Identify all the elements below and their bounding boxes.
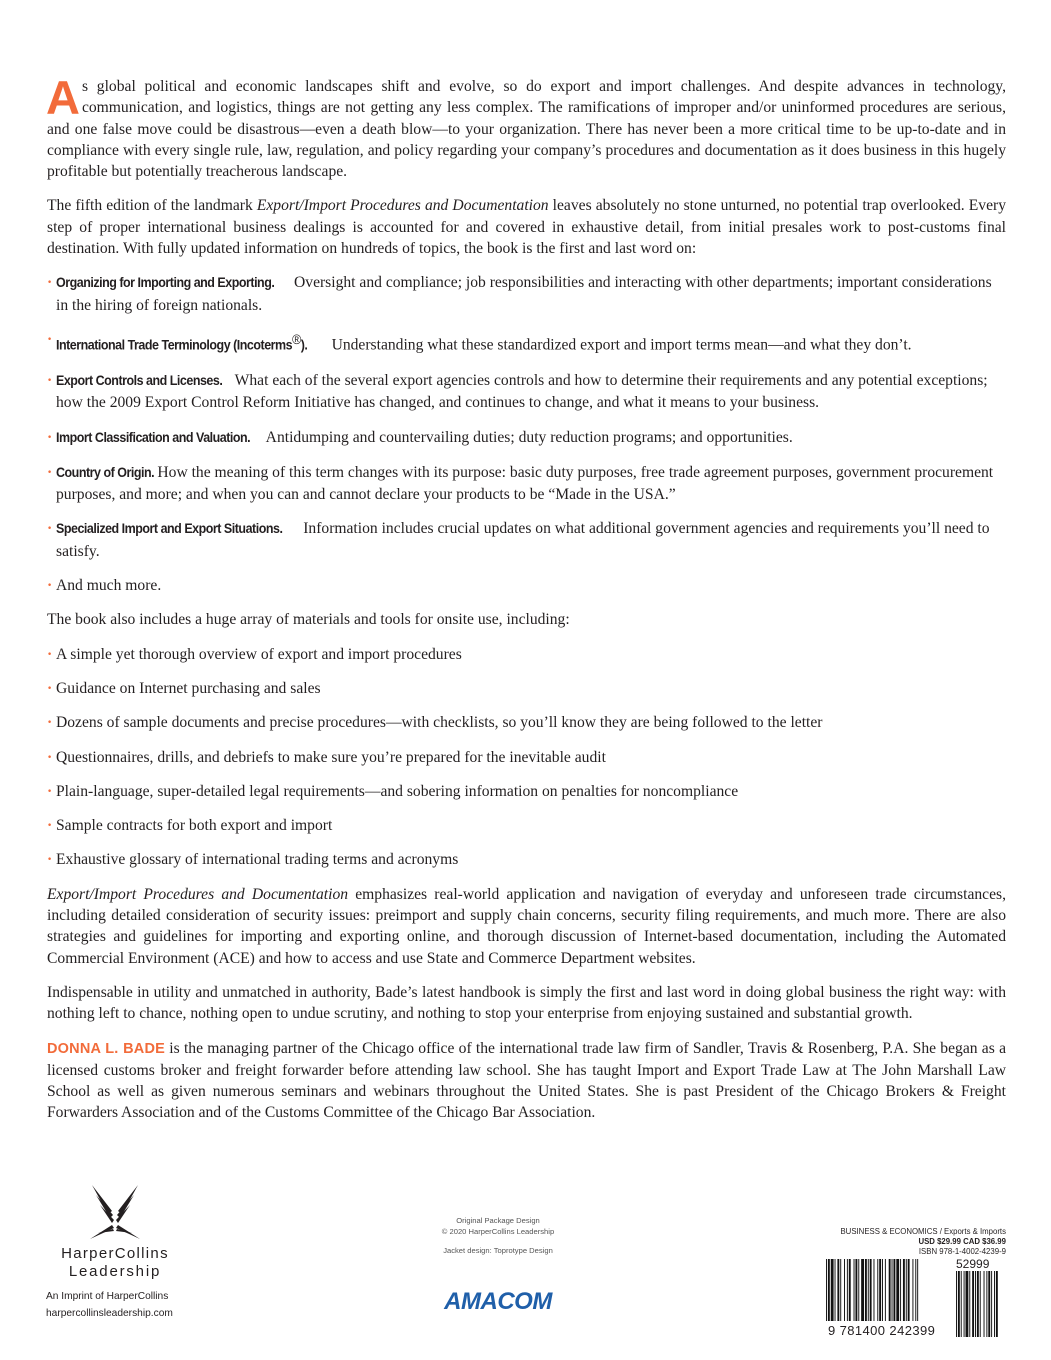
tools-list <box>47 644 1006 871</box>
topic-heading: Specialized Import and Export Situations. <box>56 521 283 538</box>
summary-paragraph: Indispensable in utility and unmatched in authority, Bade’s latest handbook is simply the first and last word in doing global business the right way: with nothing left to chance, nothing open to undue scrutiny, and nothing to stop your enterprise from enjoying sustained and substantial growth. <box>47 983 1006 1023</box>
tool-text: Guidance on Internet purchasing and sales <box>56 679 321 697</box>
list-item <box>47 370 1006 414</box>
bullet-icon: · <box>47 714 53 732</box>
edition-text-post: leaves absolutely no stone unturned, no potential trap overlooked. Every step of proper international business dealings is accounted for and covered in exhaustive detail, from initial presales work to post-customs final destination. With fully updated information on hundreds of topics, the book is the first and last word on: <box>47 197 1007 258</box>
bullet-icon: · <box>47 645 53 663</box>
publisher-website: harpercollinsleadership.com <box>46 1308 173 1319</box>
bullet-icon: · <box>47 372 53 389</box>
bullet-icon: · <box>47 817 53 835</box>
bullet-icon: · <box>47 782 53 800</box>
back-cover-copy <box>46 71 1007 1137</box>
barcode-bar <box>917 1259 918 1321</box>
topic-heading: Organizing for Importing and Exporting. <box>56 275 275 292</box>
imprint-info <box>46 1288 173 1322</box>
topics-list <box>47 272 1006 596</box>
category: BUSINESS & ECONOMICS / Exports & Imports <box>840 1227 1006 1236</box>
copyright: © 2020 HarperCollins Leadership <box>441 1227 555 1236</box>
bullet-icon: · <box>47 748 53 766</box>
author-bio-text: is the managing partner of the Chicago office of the international trade law firm of Sandler, Travis & Rosenberg, P.A. She began as a licensed customs broker and freight forwarder before attending law school. She has taught Import and Export Trade Law at The John Marshall Law School as well as given numerous seminars and webinars throughout the United States. She is past President of the Chicago Brokers & Freight Forwarders Association and of the Customs Committee of the Chicago Bar Association. <box>47 1039 1006 1122</box>
list-item <box>47 427 1006 449</box>
bullet-icon: · <box>47 274 53 292</box>
barcode-bar <box>961 1271 962 1337</box>
barcode-bar <box>984 1271 985 1337</box>
barcode-bar <box>908 1259 910 1321</box>
barcode-bar <box>831 1259 834 1321</box>
barcode-bar <box>903 1259 905 1321</box>
bullet-icon: · <box>47 679 53 697</box>
bullet-icon: · <box>47 520 53 538</box>
list-item <box>47 849 1006 870</box>
author-name: DONNA L. BADE <box>47 1040 166 1057</box>
tool-text: A simple yet thorough overview of export and import procedures <box>56 645 462 663</box>
tool-text: Exhaustive glossary of international trading terms and acronyms <box>56 851 459 869</box>
barcode-bar <box>844 1259 845 1321</box>
barcode-bar <box>858 1259 859 1321</box>
barcode-bar <box>915 1259 916 1321</box>
barcode-addon-digits: 52999 <box>956 1257 990 1271</box>
barcode-bar <box>988 1271 990 1337</box>
barcode-bar <box>849 1259 851 1321</box>
barcode-bar <box>854 1259 855 1321</box>
list-item <box>47 272 1006 316</box>
tool-text: Questionnaires, drills, and debriefs to make sure you’re prepared for the inevitable audit <box>56 748 606 766</box>
tool-text: Plain-language, super-detailed legal requirements—and sobering information on penalties for noncompliance <box>56 782 739 800</box>
barcode-bar <box>889 1259 891 1321</box>
barcode-bar <box>996 1271 998 1337</box>
edition-text-pre: The fifth edition of the landmark <box>47 197 257 215</box>
design-credits <box>428 1215 568 1256</box>
barcode-bar <box>840 1259 841 1321</box>
barcode-bar <box>977 1271 979 1337</box>
topic-heading <box>56 329 307 357</box>
author-bio <box>47 1038 1006 1124</box>
barcode-bar <box>893 1259 895 1321</box>
barcode-bar <box>980 1271 981 1337</box>
barcode-bar <box>826 1259 827 1321</box>
wings-logo-icon <box>88 1183 142 1241</box>
jacket-design: Jacket design: Toprotype Design <box>443 1246 553 1255</box>
topic-heading-end: ). <box>300 337 308 354</box>
tool-text: Dozens of sample documents and precise procedures—with checklists, so you’ll know they are being followed to the letter <box>56 714 823 732</box>
list-item <box>47 329 1006 357</box>
topic-heading: Import Classification and Valuation. <box>56 429 251 446</box>
topic-text: What each of the several export agencies controls and how to determine their requirements and any potential exceptions; how the 2009 Export Control Reform Initiative has changed, and continues to change, and what it means to your business. <box>56 372 988 412</box>
barcode-bar <box>964 1271 965 1337</box>
list-item <box>47 712 1006 733</box>
tool-text: Sample contracts for both export and import <box>56 817 333 835</box>
barcode-bar <box>877 1259 878 1321</box>
price: USD $29.99 CAD $36.99 <box>918 1237 1006 1246</box>
barcode-bar <box>958 1271 960 1337</box>
barcode-bar <box>906 1259 907 1321</box>
registered-mark: ® <box>292 330 301 347</box>
barcode-bar <box>956 1271 957 1337</box>
barcode-bar <box>966 1271 969 1337</box>
topic-text: Antidumping and countervailing duties; duty reduction programs; and opportunities. <box>262 428 793 446</box>
topic-heading: Export Controls and Licenses. <box>56 373 223 389</box>
topic-text: Understanding what these standardized export and import terms mean—and what they don’t. <box>327 336 912 354</box>
list-item <box>47 575 1006 596</box>
package-design: Original Package Design <box>456 1216 540 1225</box>
isbn: ISBN 978-1-4002-4239-9 <box>918 1247 1006 1256</box>
publisher-division: Leadership <box>68 1263 162 1280</box>
amacom-logo: AMACOM <box>444 1288 552 1315</box>
barcode-bar <box>991 1271 992 1337</box>
barcode-bar <box>868 1259 869 1321</box>
barcode-bar <box>837 1259 839 1321</box>
application-paragraph <box>47 884 1006 969</box>
book-title: Export/Import Procedures and Documentation <box>47 885 349 903</box>
list-item <box>47 518 1006 562</box>
barcode-bar <box>879 1259 881 1321</box>
intro-text: s global political and economic landscapes shift and evolve, so do export and import challenges. And despite advances in technology, communication, and logistics, things are not getting any less complex. The ramifications of improper and/or uninformed procedures are serious, and one false move could be disastrous—even a death blow—to your organization. There has never been a more critical time to be up-to-date and in compliance with every single rule, law, regulation, and policy regarding your company’s procedures and documentation as it does business in this hugely profitable but potentially treacherous landscape. <box>47 78 1006 181</box>
barcode-bar <box>969 1271 970 1337</box>
drop-cap: A <box>46 71 80 124</box>
bullet-icon: · <box>47 463 53 481</box>
barcode-bar <box>892 1259 893 1321</box>
bullet-icon: · <box>47 577 53 595</box>
list-item <box>47 462 1006 506</box>
barcode-bar <box>900 1259 901 1321</box>
barcode-bar <box>885 1259 886 1321</box>
barcode-bar <box>870 1259 872 1321</box>
list-item <box>47 644 1006 665</box>
tools-intro: The book also includes a huge array of materials and tools for onsite use, including: <box>47 611 570 629</box>
list-item <box>47 678 1006 699</box>
barcode-bar <box>986 1271 987 1337</box>
bullet-icon: · <box>47 428 53 446</box>
bullet-icon: · <box>47 851 53 869</box>
book-title: Export/Import Procedures and Documentation <box>256 197 549 215</box>
publisher-name: HarperCollins <box>61 1245 169 1262</box>
topic-heading-text: International Trade Terminology (Incoterms <box>56 337 293 354</box>
edition-paragraph <box>47 195 1006 259</box>
topic-text: How the meaning of this term changes with its purpose: basic duty purposes, free trade agreement purposes, government procurement purposes, and more; and when you can and cannot declare your products to be “Made in the USA.” <box>56 463 994 504</box>
topic-text: And much more. <box>56 577 162 595</box>
imprint-line: An Imprint of HarperCollins <box>46 1291 169 1302</box>
bullet-icon: · <box>47 330 53 348</box>
list-item <box>47 781 1006 802</box>
barcode-bar <box>882 1259 883 1321</box>
list-item <box>47 747 1006 768</box>
topic-text: Information includes crucial updates on what additional government agencies and requirements you’ll need to satisfy. <box>56 520 990 560</box>
list-item <box>47 815 1006 836</box>
application-text: emphasizes real-world application and navigation of everyday and unforeseen trade circumstances, including detailed consideration of security issues: preimport and supply chain concerns, security filing requirements, and much more. There are also strategies and guidelines for importing and exporting online, and thorough discussion of Internet-based documentation, including the Automated Commercial Environment (ACE) and how to access and use State and Commerce Department websites. <box>47 885 1006 967</box>
barcode-bar <box>861 1259 864 1321</box>
barcode-bar <box>865 1259 867 1321</box>
barcode-bar <box>994 1271 995 1337</box>
barcode-bar <box>874 1259 875 1321</box>
publisher-logo <box>40 1183 190 1280</box>
barcode-bar <box>835 1259 836 1321</box>
price-box <box>820 1227 1006 1257</box>
barcode-bar <box>855 1259 857 1321</box>
barcode-bar <box>847 1259 848 1321</box>
barcode-bar <box>972 1271 974 1337</box>
barcode-bar <box>975 1271 976 1337</box>
barcode-bar <box>828 1259 830 1321</box>
barcode-bar <box>896 1259 899 1321</box>
barcode-digits: 9 781400 242399 <box>828 1323 936 1338</box>
topic-heading: Country of Origin. <box>56 464 155 481</box>
topic-text: Oversight and compliance; job responsibilities and interacting with other departments; important considerations in the hiring of foreign nationals. <box>56 274 992 314</box>
intro-paragraph <box>46 71 1006 182</box>
barcode-bar <box>912 1259 913 1321</box>
